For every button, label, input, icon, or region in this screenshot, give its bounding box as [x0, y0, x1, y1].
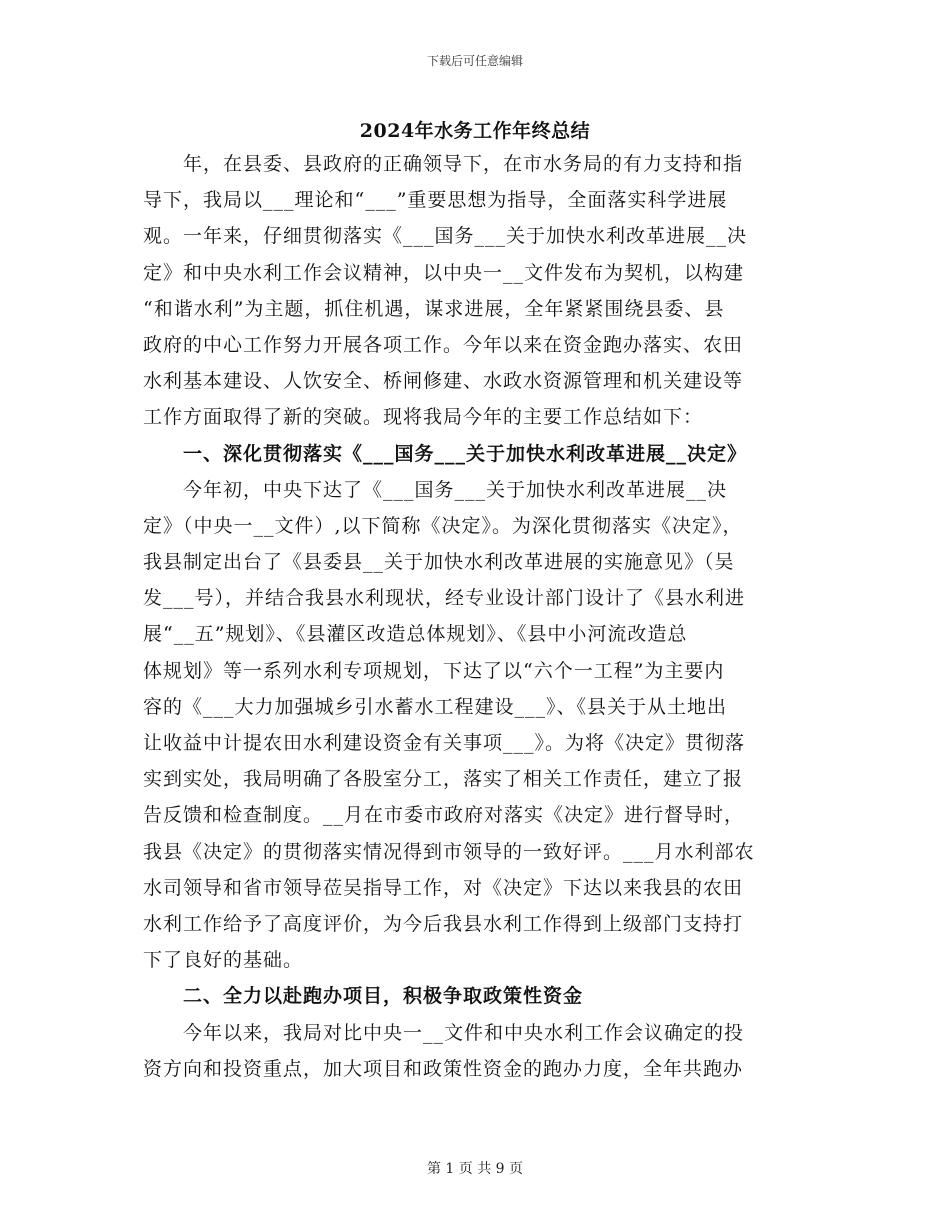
paragraph-line: 年，在县委、县政府的正确领导下，在市水务局的有力支持和指: [143, 153, 744, 175]
paragraph-line: 我县制定出台了《县委县__关于加快水利改革进展的实施意见》（吴: [143, 551, 735, 574]
paragraph-line: 容的《___大力加强城乡引水蓄水工程建设___》、《县关于从土地出: [143, 695, 728, 718]
section-heading-line: 二、全力以赴跑办项目，积极争取政策性资金: [143, 985, 584, 1008]
paragraph-line: 发___号），并结合我县水利现状，经专业设计部门设计了《县水利进: [143, 587, 746, 610]
paragraph-line: 定》（中央一__文件）,以下简称《决定》。为深化贯彻落实《决定》，: [143, 514, 743, 537]
paragraph-line: 我县《决定》的贯彻落实情况得到市领导的一致好评。___月水利部农: [143, 840, 755, 863]
paragraph-line: “和谐水利”为主题，抓住机遇，谋求进展，全年紧紧围绕县委、县: [143, 297, 725, 320]
document-title: 2024年水务工作年终总结: [359, 120, 591, 142]
paragraph-line: 告反馈和检查制度。__月在市委市政府对落实《决定》进行督导时，: [143, 804, 745, 827]
page-header: 下载后可任意编辑: [426, 54, 523, 68]
paragraph-line: 今年初，中央下达了《___国务___关于加快水利改革进展__决: [143, 478, 728, 501]
paragraph-line: 水利工作给予了高度评价，为今后我县水利工作得到上级部门支持打: [143, 912, 744, 935]
paragraph-line: 工作方面取得了新的突破。现将我局今年的主要工作总结如下：: [143, 406, 704, 429]
paragraph-line: 今年以来，我局对比中央一__文件和中央水利工作会议确定的投: [143, 1021, 745, 1044]
paragraph-line: 导下，我局以___理论和“___”重要思想为指导，全面落实科学进展: [143, 189, 728, 212]
paragraph-line: 政府的中心工作努力开展各项工作。今年以来在资金跑办落实、农田: [143, 333, 744, 356]
paragraph-line: 水司领导和省市领导莅吴指导工作，对《决定》下达以来我县的农田: [143, 876, 744, 899]
paragraph-line: 实到实处，我局明确了各股室分工，落实了相关工作责任，建立了报: [143, 768, 744, 791]
paragraph-line: 定》和中央水利工作会议精神，以中央一__文件发布为契机，以构建: [143, 261, 745, 284]
paragraph-line: 展“__五”规划》、《县灌区改造总体规划》、《县中小河流改造总: [143, 623, 688, 646]
page-footer: 第 1 页 共 9 页: [426, 1161, 524, 1177]
paragraph-line: 让收益中计提农田水利建设资金有关事项___》。为将《决定》贯彻落: [143, 732, 746, 754]
section-heading-line: 一、深化贯彻落实《___国务___关于加快水利改革进展__决定》: [143, 442, 748, 465]
paragraph-line: 下了良好的基础。: [143, 949, 304, 972]
paragraph-line: 资方向和投资重点，加大项目和政策性资金的跑办力度，全年共跑办: [143, 1057, 744, 1080]
paragraph-line: 体规划》等一系列水利专项规划，下达了以“六个一工程”为主要内: [143, 659, 725, 682]
paragraph-line: 水利基本建设、人饮安全、桥闸修建、水政水资源管理和机关建设等: [143, 370, 744, 393]
document-body: [143, 146, 818, 1087]
paragraph-line: 观。一年来，仔细贯彻落实《___国务___关于加快水利改革进展__决: [143, 225, 748, 248]
